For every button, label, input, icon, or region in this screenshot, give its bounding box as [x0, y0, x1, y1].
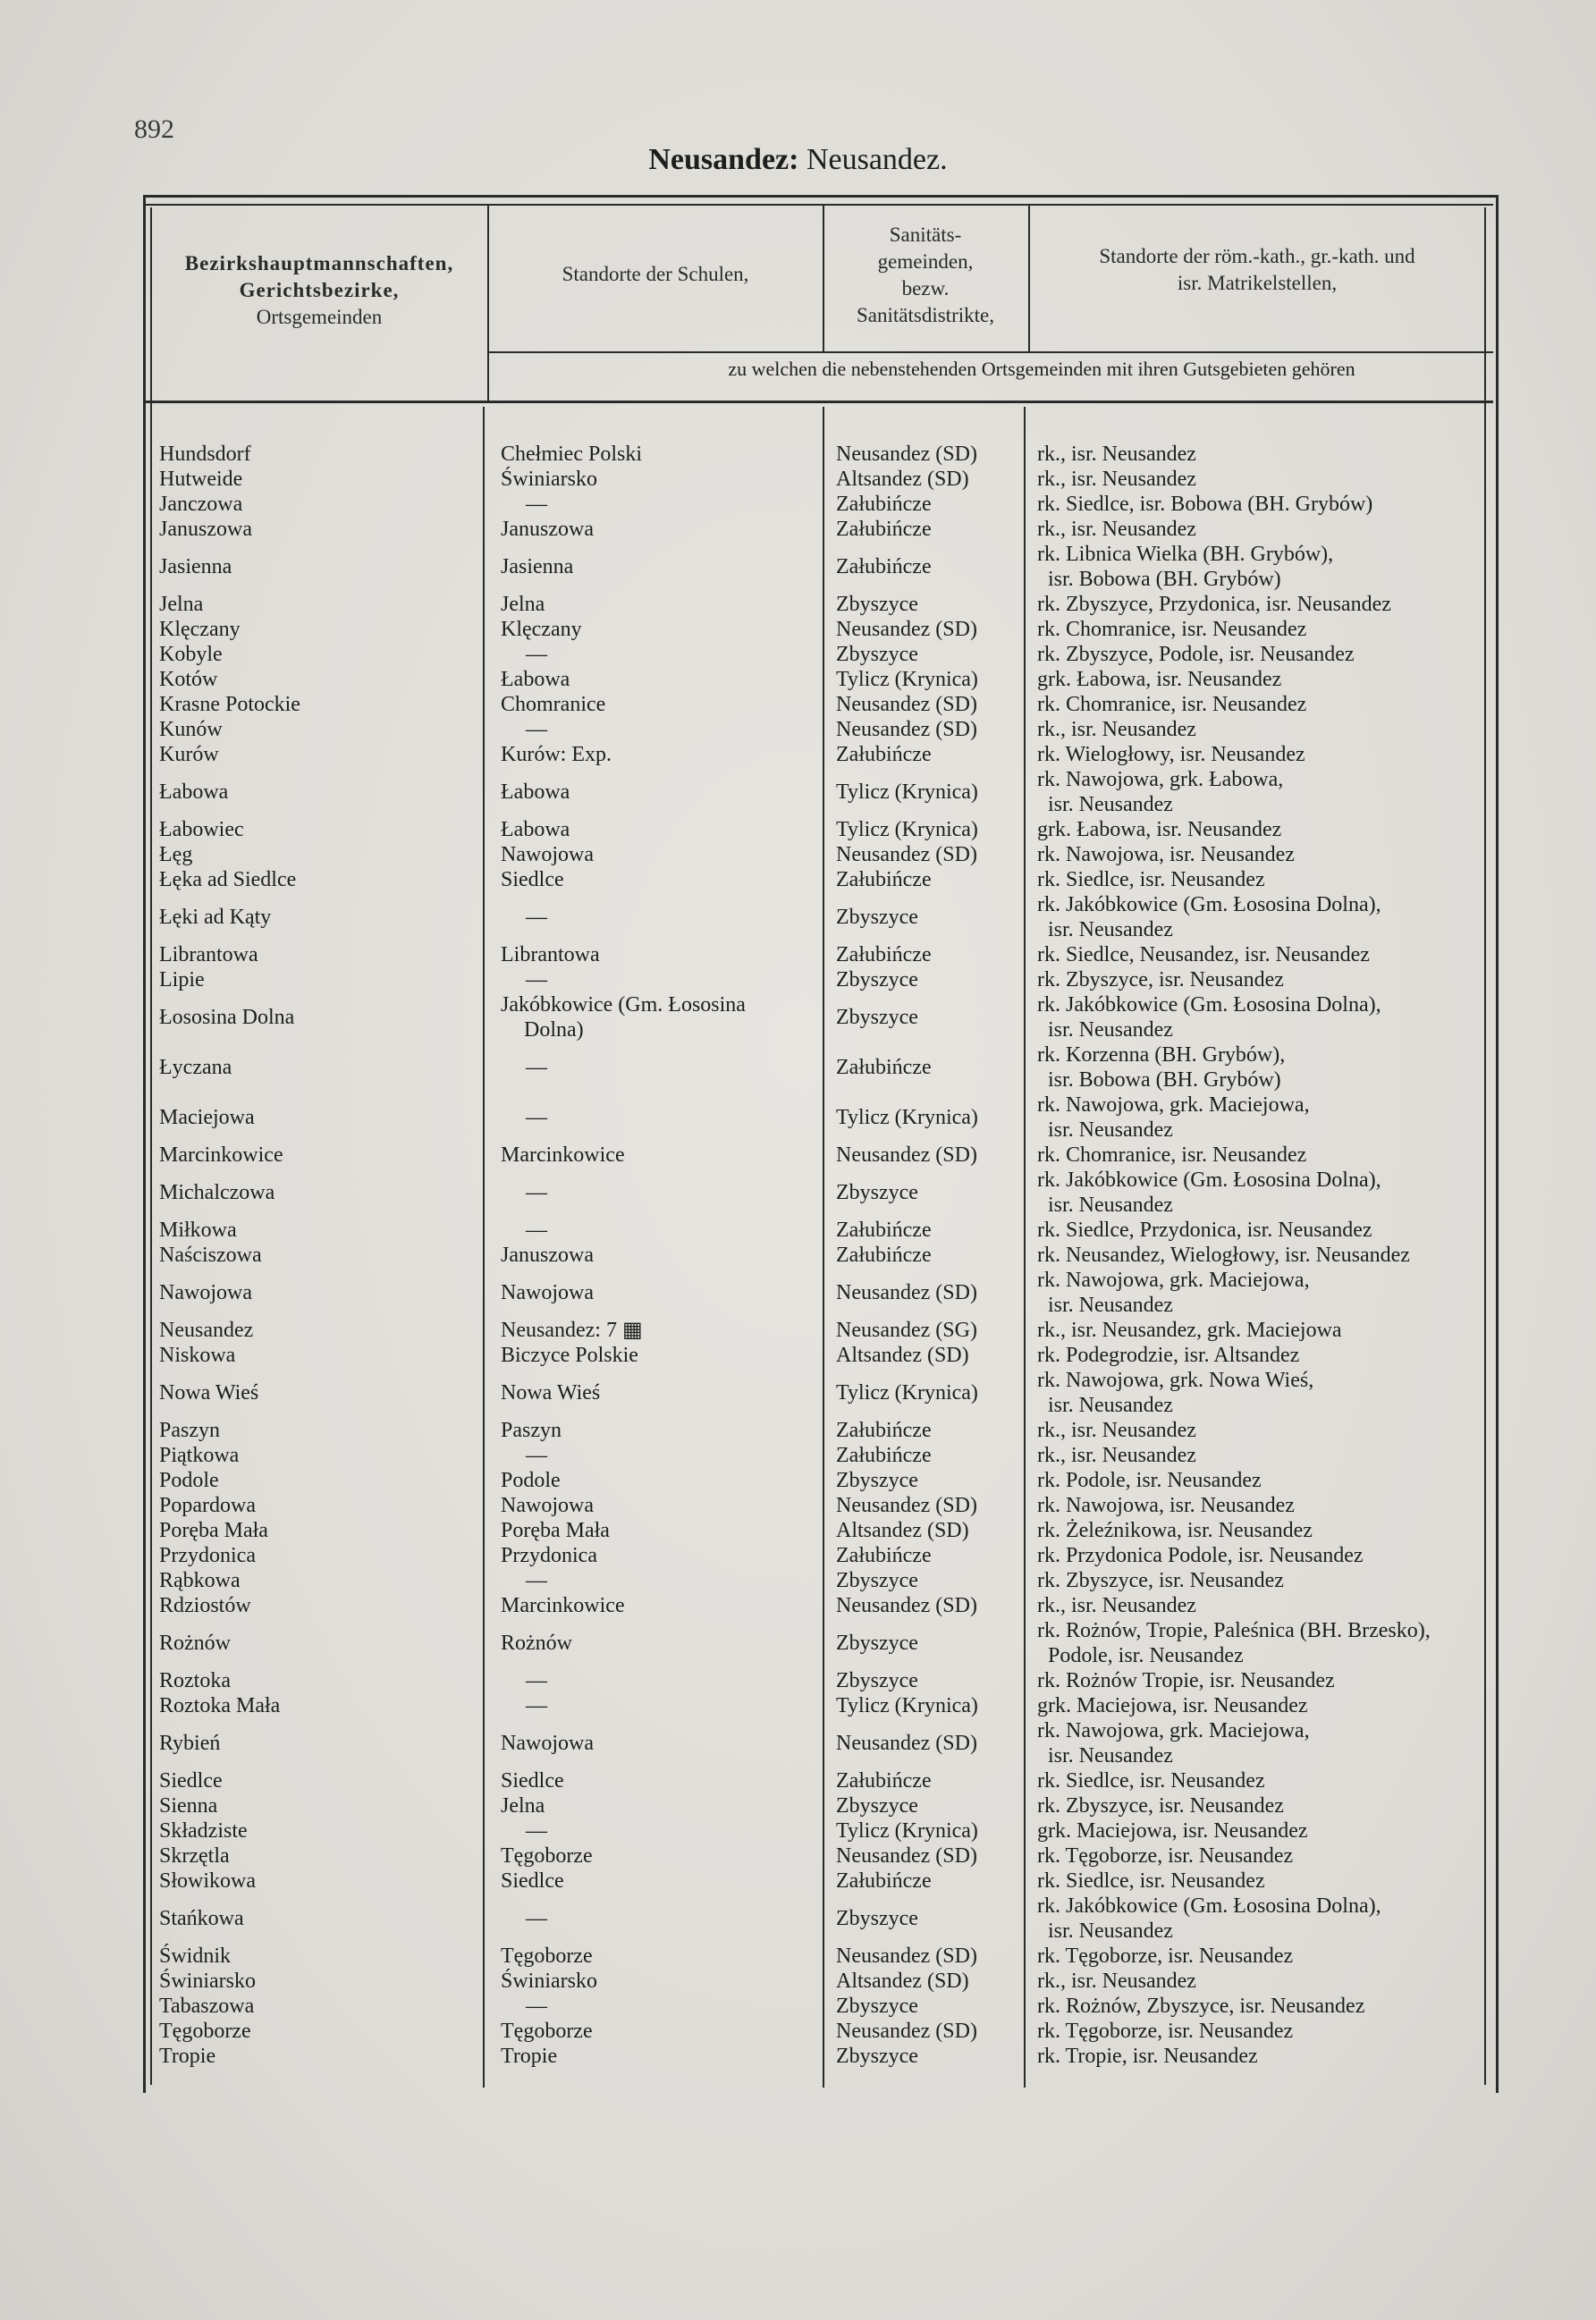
sanitary-district: Zbyszyce — [836, 1794, 918, 1818]
matrikel-stations-cont: isr. Neusandez — [1048, 1919, 1173, 1943]
table-row — [0, 1493, 1596, 1518]
matrikel-stations: rk., isr. Neusandez — [1037, 468, 1196, 491]
table-row — [0, 992, 1596, 1042]
sanitary-district: Załubińcze — [836, 1056, 932, 1079]
school-location: Marcinkowice — [501, 1594, 625, 1617]
table-row — [0, 517, 1596, 542]
header-col1-line3: Ortsgemeinden — [256, 306, 383, 328]
matrikel-stations: rk. Jakóbkowice (Gm. Łososina Dolna), — [1037, 993, 1381, 1017]
matrikel-stations-cont: isr. Neusandez — [1048, 1744, 1173, 1767]
header-col3-line4: Sanitätsdistrikte, — [857, 304, 994, 326]
table-row — [0, 617, 1596, 642]
table-row — [0, 1944, 1596, 1969]
sanitary-district: Załubińcze — [836, 493, 932, 516]
matrikel-stations: grk. Maciejowa, isr. Neusandez — [1037, 1694, 1308, 1717]
table-row — [0, 817, 1596, 842]
sanitary-district: Altsandez (SD) — [836, 1519, 969, 1542]
matrikel-stations-cont: Podole, isr. Neusandez — [1048, 1644, 1244, 1667]
sanitary-district: Załubińcze — [836, 518, 932, 541]
place-name: Składziste — [159, 1819, 248, 1843]
header-col-schools: Standorte der Schulen, — [562, 263, 749, 285]
sanitary-district: Zbyszyce — [836, 1632, 918, 1655]
table-row — [0, 1318, 1596, 1343]
sanitary-district: Neusandez (SG) — [836, 1319, 977, 1342]
matrikel-stations: rk. Zbyszyce, isr. Neusandez — [1037, 1794, 1284, 1818]
table-row — [0, 1869, 1596, 1894]
header-col-matrikel — [1030, 243, 1484, 297]
header-col3-line2: gemeinden, — [877, 250, 974, 273]
place-name: Łyczana — [159, 1056, 232, 1079]
school-location: Tęgoborze — [501, 1844, 593, 1868]
place-name: Kotów — [159, 668, 218, 691]
sanitary-district: Zbyszyce — [836, 906, 918, 929]
place-name: Tabaszowa — [159, 1995, 255, 2018]
sanitary-district: Załubińcze — [836, 1219, 932, 1242]
sanitary-district: Załubińcze — [836, 1444, 932, 1467]
sanitary-district: Neusandez (SD) — [836, 1594, 977, 1617]
matrikel-stations: rk. Chomranice, isr. Neusandez — [1037, 693, 1307, 716]
table-row — [0, 1693, 1596, 1718]
top-rule-inner — [143, 204, 1493, 206]
sanitary-district: Zbyszyce — [836, 593, 918, 616]
place-name: Świdnik — [159, 1945, 232, 1968]
matrikel-stations-cont: isr. Neusandez — [1048, 1294, 1173, 1317]
school-location: Siedlce — [501, 1769, 564, 1793]
matrikel-stations: rk. Siedlce, isr. Neusandez — [1037, 868, 1265, 891]
sanitary-district: Zbyszyce — [836, 1995, 918, 2018]
place-name: Przydonica — [159, 1544, 256, 1567]
school-location: — — [526, 1694, 547, 1717]
header-col-places — [154, 250, 485, 331]
matrikel-stations: rk. Wielogłowy, isr. Neusandez — [1037, 743, 1305, 766]
table-row — [0, 1418, 1596, 1443]
matrikel-stations: rk. Rożnów Tropie, isr. Neusandez — [1037, 1669, 1335, 1692]
header-col-sanitary — [824, 222, 1026, 329]
school-location: Jelna — [501, 593, 545, 616]
school-location: Klęczany — [501, 618, 582, 641]
sanitary-district: Neusandez (SD) — [836, 443, 977, 466]
table-row — [0, 467, 1596, 492]
table-row — [0, 892, 1596, 942]
place-name: Łabowa — [159, 780, 229, 804]
school-location: Tropie — [501, 2045, 558, 2068]
school-location: — — [526, 643, 547, 666]
school-location: Kurów: Exp. — [501, 743, 612, 766]
matrikel-stations: rk. Zbyszyce, isr. Neusandez — [1037, 1569, 1284, 1592]
table-row — [0, 1518, 1596, 1543]
place-name: Łęg — [159, 843, 193, 866]
place-name: Librantowa — [159, 943, 258, 966]
matrikel-stations: rk. Siedlce, isr. Bobowa (BH. Grybów) — [1037, 493, 1373, 516]
table-row — [0, 542, 1596, 592]
place-name: Hundsdorf — [159, 443, 251, 466]
matrikel-stations: rk., isr. Neusandez — [1037, 443, 1196, 466]
table-row — [0, 1218, 1596, 1243]
page-number: 892 — [134, 114, 174, 144]
table-row — [0, 867, 1596, 892]
school-location: — — [526, 718, 547, 741]
school-location: Świniarsko — [501, 468, 597, 491]
table-row — [0, 1468, 1596, 1493]
matrikel-stations: rk. Nawojowa, grk. Maciejowa, — [1037, 1719, 1310, 1742]
header-col1-line1: Bezirkshauptmannschaften, — [184, 252, 454, 274]
school-location: — — [526, 1819, 547, 1843]
sanitary-district: Altsandez (SD) — [836, 1970, 969, 1993]
school-location: — — [526, 493, 547, 516]
sanitary-district: Zbyszyce — [836, 1907, 918, 1930]
matrikel-stations: rk. Rożnów, Tropie, Paleśnica (BH. Brzesko), — [1037, 1619, 1431, 1642]
place-name: Klęczany — [159, 618, 241, 641]
table-row — [0, 1443, 1596, 1468]
school-location: Neusandez: 7 ▦ — [501, 1319, 643, 1342]
sanitary-district: Tylicz (Krynica) — [836, 1381, 978, 1405]
school-location: — — [526, 1907, 547, 1930]
school-location: Podole — [501, 1469, 561, 1492]
table-row — [0, 1268, 1596, 1318]
table-row — [0, 967, 1596, 992]
sanitary-district: Tylicz (Krynica) — [836, 1106, 978, 1129]
place-name: Łęka ad Siedlce — [159, 868, 297, 891]
table-row — [0, 842, 1596, 867]
place-name: Krasne Potockie — [159, 693, 300, 716]
page-title — [0, 143, 1596, 177]
school-location: Siedlce — [501, 868, 564, 891]
matrikel-stations-cont: isr. Bobowa (BH. Grybów) — [1048, 1068, 1281, 1092]
school-location: Chomranice — [501, 693, 606, 716]
matrikel-stations: rk. Tropie, isr. Neusandez — [1037, 2045, 1258, 2068]
place-name: Skrzętla — [159, 1844, 230, 1868]
sanitary-district: Załubińcze — [836, 1869, 932, 1893]
place-name: Kunów — [159, 718, 223, 741]
school-location: Marcinkowice — [501, 1143, 625, 1167]
matrikel-stations-cont: isr. Neusandez — [1048, 1394, 1173, 1417]
sanitary-district: Tylicz (Krynica) — [836, 818, 978, 841]
matrikel-stations: rk. Jakóbkowice (Gm. Łososina Dolna), — [1037, 1894, 1381, 1918]
matrikel-stations: rk. Nawojowa, grk. Maciejowa, — [1037, 1093, 1310, 1117]
matrikel-stations-cont: isr. Neusandez — [1048, 918, 1173, 941]
sanitary-district: Zbyszyce — [836, 1006, 918, 1029]
table-row — [0, 1143, 1596, 1168]
matrikel-stations: rk. Zbyszyce, isr. Neusandez — [1037, 968, 1284, 991]
place-name: Podole — [159, 1469, 219, 1492]
school-location: Librantowa — [501, 943, 600, 966]
matrikel-stations: rk. Nawojowa, isr. Neusandez — [1037, 843, 1295, 866]
matrikel-stations: rk. Przydonica Podole, isr. Neusandez — [1037, 1544, 1364, 1567]
sanitary-district: Neusandez (SD) — [836, 2020, 977, 2043]
matrikel-stations: rk., isr. Neusandez — [1037, 518, 1196, 541]
sanitary-district: Neusandez (SD) — [836, 1143, 977, 1167]
place-name: Rąbkowa — [159, 1569, 241, 1592]
header-subheader: zu welchen die nebenstehenden Ortsgemeinden mit ihren Gutsgebieten gehören — [728, 358, 1355, 380]
table-row — [0, 642, 1596, 667]
matrikel-stations: rk. Tęgoborze, isr. Neusandez — [1037, 1844, 1294, 1868]
matrikel-stations: rk. Podegrodzie, isr. Altsandez — [1037, 1344, 1300, 1367]
matrikel-stations: rk. Siedlce, Przydonica, isr. Neusandez — [1037, 1219, 1372, 1242]
school-location: — — [526, 1444, 547, 1467]
place-name: Rdziostów — [159, 1594, 251, 1617]
school-location: Łabowa — [501, 668, 570, 691]
matrikel-stations: rk. Tęgoborze, isr. Neusandez — [1037, 1945, 1294, 1968]
table-row — [0, 1818, 1596, 1843]
school-location: Paszyn — [501, 1419, 562, 1442]
matrikel-stations: rk. Zbyszyce, Podole, isr. Neusandez — [1037, 643, 1355, 666]
matrikel-stations: rk. Nawojowa, grk. Nowa Wieś, — [1037, 1369, 1314, 1392]
school-location: — — [526, 1106, 547, 1129]
header-col1-line2: Gerichtsbezirke, — [239, 279, 400, 301]
place-name: Łabowiec — [159, 818, 244, 841]
school-location: Jakóbkowice (Gm. Łososina — [501, 993, 746, 1017]
sanitary-district: Neusandez (SD) — [836, 1281, 977, 1304]
table-row — [0, 1543, 1596, 1568]
table-row — [0, 1994, 1596, 2019]
matrikel-stations-cont: isr. Neusandez — [1048, 1194, 1173, 1217]
matrikel-stations: rk. Libnica Wielka (BH. Grybów), — [1037, 543, 1334, 566]
place-name: Neusandez — [159, 1319, 254, 1342]
sanitary-district: Tylicz (Krynica) — [836, 668, 978, 691]
place-name: Niskowa — [159, 1344, 236, 1367]
school-location: Poręba Mała — [501, 1519, 610, 1542]
school-location-cont: Dolna) — [524, 1018, 584, 1042]
place-name: Lipie — [159, 968, 205, 991]
place-name: Janczowa — [159, 493, 243, 516]
school-location: — — [526, 1056, 547, 1079]
school-location: Jelna — [501, 1794, 545, 1818]
school-location: — — [526, 1219, 547, 1242]
matrikel-stations: rk. Nawojowa, isr. Neusandez — [1037, 1494, 1295, 1517]
place-name: Popardowa — [159, 1494, 256, 1517]
sanitary-district: Załubińcze — [836, 1544, 932, 1567]
sanitary-district: Neusandez (SD) — [836, 693, 977, 716]
table-row — [0, 767, 1596, 817]
place-name: Januszowa — [159, 518, 252, 541]
matrikel-stations: rk. Chomranice, isr. Neusandez — [1037, 1143, 1307, 1167]
table-row — [0, 2019, 1596, 2044]
school-location: — — [526, 968, 547, 991]
matrikel-stations-cont: isr. Bobowa (BH. Grybów) — [1048, 568, 1281, 591]
place-name: Marcinkowice — [159, 1143, 283, 1167]
school-location: Jasienna — [501, 555, 574, 578]
table-row — [0, 717, 1596, 742]
school-location: Tęgoborze — [501, 1945, 593, 1968]
school-location: — — [526, 1181, 547, 1204]
place-name: Nowa Wieś — [159, 1381, 259, 1405]
matrikel-stations-cont: isr. Neusandez — [1048, 1018, 1173, 1042]
school-location: — — [526, 1569, 547, 1592]
matrikel-stations: rk. Nawojowa, grk. Maciejowa, — [1037, 1269, 1310, 1292]
table-row — [0, 1668, 1596, 1693]
school-location: Nawojowa — [501, 1732, 594, 1755]
header-bottom-rule — [143, 401, 1493, 403]
place-name: Stańkowa — [159, 1907, 244, 1930]
matrikel-stations: rk. Nawojowa, grk. Łabowa, — [1037, 768, 1284, 791]
place-name: Paszyn — [159, 1419, 220, 1442]
page-title-bold: Neusandez: — [648, 143, 799, 176]
school-location: Tęgoborze — [501, 2020, 593, 2043]
matrikel-stations: rk. Siedlce, isr. Neusandez — [1037, 1769, 1265, 1793]
place-name: Kurów — [159, 743, 219, 766]
matrikel-stations: rk. Siedlce, isr. Neusandez — [1037, 1869, 1265, 1893]
place-name: Sienna — [159, 1794, 218, 1818]
school-location: Biczyce Polskie — [501, 1344, 638, 1367]
place-name: Łososina Dolna — [159, 1006, 295, 1029]
matrikel-stations: rk. Tęgoborze, isr. Neusandez — [1037, 2020, 1294, 2043]
matrikel-stations: rk. Jakóbkowice (Gm. Łososina Dolna), — [1037, 893, 1381, 916]
place-name: Siedlce — [159, 1769, 223, 1793]
school-location: Siedlce — [501, 1869, 564, 1893]
school-location: Łabowa — [501, 818, 570, 841]
header-col3-line1: Sanitäts- — [889, 224, 962, 246]
place-name: Michalczowa — [159, 1181, 275, 1204]
school-location: — — [526, 1995, 547, 2018]
matrikel-stations: rk. Rożnów, Zbyszyce, isr. Neusandez — [1037, 1995, 1365, 2018]
place-name: Jasienna — [159, 555, 232, 578]
matrikel-stations: rk. Siedlce, Neusandez, isr. Neusandez — [1037, 943, 1370, 966]
sanitary-district: Zbyszyce — [836, 968, 918, 991]
page-title-normal: Neusandez. — [806, 143, 948, 176]
matrikel-stations: rk. Jakóbkowice (Gm. Łososina Dolna), — [1037, 1168, 1381, 1192]
place-name: Naściszowa — [159, 1244, 262, 1267]
sanitary-district: Zbyszyce — [836, 1469, 918, 1492]
table-row — [0, 1969, 1596, 1994]
school-location: Nawojowa — [501, 1281, 594, 1304]
table-row — [0, 742, 1596, 767]
sanitary-district: Zbyszyce — [836, 1569, 918, 1592]
sanitary-district: Zbyszyce — [836, 1669, 918, 1692]
sanitary-district: Załubińcze — [836, 1419, 932, 1442]
table-row — [0, 2044, 1596, 2069]
sanitary-district: Neusandez (SD) — [836, 718, 977, 741]
place-name: Roztoka — [159, 1669, 231, 1692]
header-col3-line3: bezw. — [901, 277, 950, 299]
place-name: Miłkowa — [159, 1219, 237, 1242]
matrikel-stations: grk. Maciejowa, isr. Neusandez — [1037, 1819, 1308, 1843]
table-row — [0, 1768, 1596, 1793]
sanitary-district: Załubińcze — [836, 555, 932, 578]
matrikel-stations: grk. Łabowa, isr. Neusandez — [1037, 818, 1282, 841]
school-location: Nowa Wieś — [501, 1381, 601, 1405]
sanitary-district: Załubińcze — [836, 1769, 932, 1793]
place-name: Maciejowa — [159, 1106, 255, 1129]
school-location: Januszowa — [501, 1244, 594, 1267]
table-row — [0, 1568, 1596, 1593]
place-name: Jelna — [159, 593, 204, 616]
sanitary-district: Załubińcze — [836, 868, 932, 891]
table-row — [0, 667, 1596, 692]
place-name: Roztoka Mała — [159, 1694, 281, 1717]
place-name: Poręba Mała — [159, 1519, 268, 1542]
header-col4-line2: isr. Matrikelstellen, — [1177, 272, 1338, 294]
matrikel-stations: rk., isr. Neusandez — [1037, 1419, 1196, 1442]
header-mid-rule — [487, 351, 1493, 353]
sanitary-district: Altsandez (SD) — [836, 1344, 969, 1367]
table-row — [0, 1168, 1596, 1218]
school-location: Januszowa — [501, 518, 594, 541]
place-name: Kobyle — [159, 643, 223, 666]
place-name: Hutweide — [159, 468, 243, 491]
school-location: Rożnów — [501, 1632, 572, 1655]
table-row — [0, 1243, 1596, 1268]
sanitary-district: Zbyszyce — [836, 643, 918, 666]
table-row — [0, 1843, 1596, 1869]
table-row — [0, 1343, 1596, 1368]
table-row — [0, 1593, 1596, 1618]
place-name: Tropie — [159, 2045, 216, 2068]
place-name: Nawojowa — [159, 1281, 252, 1304]
sanitary-district: Neusandez (SD) — [836, 618, 977, 641]
table-row — [0, 1618, 1596, 1668]
matrikel-stations: rk. Neusandez, Wielogłowy, isr. Neusandez — [1037, 1244, 1410, 1267]
place-name: Świniarsko — [159, 1970, 256, 1993]
place-name: Rybień — [159, 1732, 221, 1755]
place-name: Rożnów — [159, 1632, 231, 1655]
school-location: Świniarsko — [501, 1970, 597, 1993]
place-name: Łęki ad Kąty — [159, 906, 272, 929]
header-col4-line1: Standorte der röm.-kath., gr.-kath. und — [1099, 245, 1415, 267]
matrikel-stations: grk. Łabowa, isr. Neusandez — [1037, 668, 1282, 691]
school-location: Łabowa — [501, 780, 570, 804]
table-row — [0, 692, 1596, 717]
table-row — [0, 1368, 1596, 1418]
sanitary-district: Tylicz (Krynica) — [836, 780, 978, 804]
matrikel-stations: rk., isr. Neusandez — [1037, 1594, 1196, 1617]
sanitary-district: Załubińcze — [836, 743, 932, 766]
table-row — [0, 1793, 1596, 1818]
sanitary-district: Altsandez (SD) — [836, 468, 969, 491]
school-location: Nawojowa — [501, 1494, 594, 1517]
sanitary-district: Zbyszyce — [836, 1181, 918, 1204]
table-row — [0, 442, 1596, 467]
table-row — [0, 942, 1596, 967]
sanitary-district: Tylicz (Krynica) — [836, 1819, 978, 1843]
school-location: — — [526, 1669, 547, 1692]
sanitary-district: Załubińcze — [836, 1244, 932, 1267]
table-row — [0, 1042, 1596, 1093]
matrikel-stations: rk., isr. Neusandez — [1037, 718, 1196, 741]
matrikel-stations-cont: isr. Neusandez — [1048, 1118, 1173, 1142]
sanitary-district: Neusandez (SD) — [836, 843, 977, 866]
table-row — [0, 1093, 1596, 1143]
school-location: Chełmiec Polski — [501, 443, 642, 466]
matrikel-stations: rk. Chomranice, isr. Neusandez — [1037, 618, 1307, 641]
sanitary-district: Neusandez (SD) — [836, 1732, 977, 1755]
table-row — [0, 1718, 1596, 1768]
school-location: Przydonica — [501, 1544, 597, 1567]
sanitary-district: Zbyszyce — [836, 2045, 918, 2068]
matrikel-stations: rk. Zbyszyce, Przydonica, isr. Neusandez — [1037, 593, 1391, 616]
matrikel-stations-cont: isr. Neusandez — [1048, 793, 1173, 816]
matrikel-stations: rk. Korzenna (BH. Grybów), — [1037, 1043, 1286, 1067]
matrikel-stations: rk. Podole, isr. Neusandez — [1037, 1469, 1262, 1492]
matrikel-stations: rk., isr. Neusandez — [1037, 1444, 1196, 1467]
table-row — [0, 592, 1596, 617]
school-location: Nawojowa — [501, 843, 594, 866]
place-name: Piątkowa — [159, 1444, 240, 1467]
matrikel-stations: rk., isr. Neusandez — [1037, 1970, 1196, 1993]
matrikel-stations: rk., isr. Neusandez, grk. Maciejowa — [1037, 1319, 1342, 1342]
school-location: — — [526, 906, 547, 929]
sanitary-district: Neusandez (SD) — [836, 1945, 977, 1968]
sanitary-district: Tylicz (Krynica) — [836, 1694, 978, 1717]
place-name: Tęgoborze — [159, 2020, 251, 2043]
sanitary-district: Załubińcze — [836, 943, 932, 966]
matrikel-stations: rk. Żeleźnikowa, isr. Neusandez — [1037, 1519, 1313, 1542]
table-row — [0, 1894, 1596, 1944]
sanitary-district: Neusandez (SD) — [836, 1494, 977, 1517]
sanitary-district: Neusandez (SD) — [836, 1844, 977, 1868]
place-name: Słowikowa — [159, 1869, 256, 1893]
table-row — [0, 492, 1596, 517]
